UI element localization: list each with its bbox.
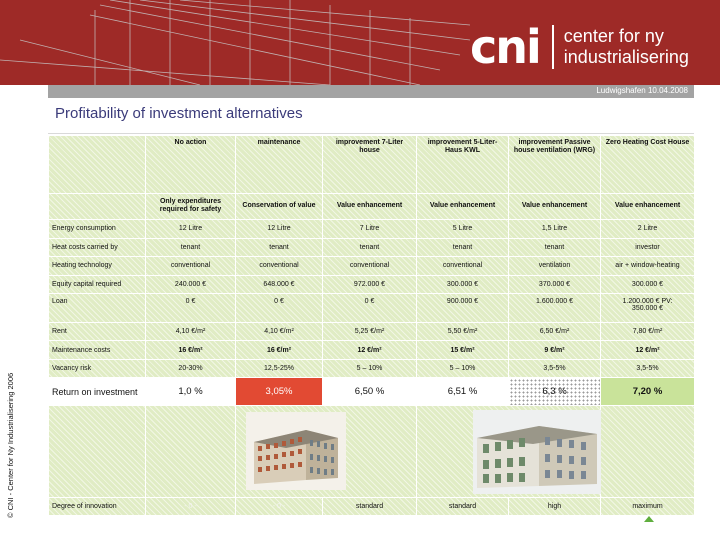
table-row	[49, 322, 695, 340]
table-cell: 972.000 €	[323, 275, 417, 293]
logo-wordmark: cni	[470, 20, 540, 74]
roi-cell-patterned: 6,3 %	[509, 378, 601, 406]
goal-cell: Value enhancement	[601, 193, 695, 220]
slide-title: Profitability of investment alternatives	[55, 105, 303, 122]
goal-row	[49, 193, 695, 220]
roi-cell: 1,0 %	[146, 378, 236, 406]
table-cell: 0 €	[323, 294, 417, 323]
table-cell: 2 Litre	[601, 220, 695, 238]
table-cell: 7,80 €/m²	[601, 322, 695, 340]
table-cell: 12 €/m²	[323, 341, 417, 359]
image-cell-right	[417, 406, 601, 498]
corner-cell	[49, 136, 146, 194]
goal-cell: Value enhancement	[417, 193, 509, 220]
table-row	[49, 294, 695, 323]
table-cell: 3,5-5%	[601, 359, 695, 377]
table-cell: 12 Litre	[146, 220, 236, 238]
table-cell: 12 Litre	[236, 220, 323, 238]
table-row	[49, 238, 695, 256]
table-cell: 5,25 €/m²	[323, 322, 417, 340]
logo-tagline	[564, 26, 689, 68]
table-cell: 300.000 €	[417, 275, 509, 293]
roi-cell: 6,51 %	[417, 378, 509, 406]
roi-cell: 6,50 %	[323, 378, 417, 406]
table-cell: standard	[323, 498, 417, 516]
table-cell: 0 €	[146, 294, 236, 323]
row-label: Degree of innovation	[49, 498, 146, 516]
apartment-building-icon	[473, 410, 601, 494]
goal-cell: Only expenditures required for safety	[146, 193, 236, 220]
table-cell: conventional	[323, 257, 417, 275]
row-label: Loan	[49, 294, 146, 323]
logo-tagline-line2: industrialisering	[563, 47, 689, 67]
col-header: improvement 7-Liter house	[323, 136, 417, 194]
table-cell: 1,5 Litre	[509, 220, 601, 238]
image-cell	[146, 406, 236, 498]
table-cell: 240.000 €	[146, 275, 236, 293]
goal-cell: Conservation of value	[236, 193, 323, 220]
table-row	[49, 341, 695, 359]
table-cell: 370.000 €	[509, 275, 601, 293]
title-divider	[48, 133, 694, 134]
table-cell: 900.000 €	[417, 294, 509, 323]
table-cell: - 0 -	[236, 498, 323, 516]
table-cell: 1.600.000 €	[509, 294, 601, 323]
table-row	[49, 275, 695, 293]
table-cell: 16 €/m²	[236, 341, 323, 359]
row-label: Maintenance costs	[49, 341, 146, 359]
table-cell: conventional	[146, 257, 236, 275]
date-bar	[48, 85, 694, 98]
table-cell: 648.000 €	[236, 275, 323, 293]
table-cell: 5 Litre	[417, 220, 509, 238]
table-cell: 0 €	[236, 294, 323, 323]
table-cell: 6,50 €/m²	[509, 322, 601, 340]
table-row	[49, 257, 695, 275]
col-header: maintenance	[236, 136, 323, 194]
header-row	[49, 136, 695, 194]
table-cell: 16 €/m²	[146, 341, 236, 359]
location-date: Ludwigshafen 10.04.2008	[596, 86, 688, 95]
logo-tagline-line1: center for ny	[563, 26, 664, 46]
image-row	[49, 406, 695, 498]
table-cell: investor	[601, 238, 695, 256]
table-cell: 7 Litre	[323, 220, 417, 238]
table-row	[49, 498, 695, 516]
table-cell: 1.200.000 € PV: 350.000 €	[601, 294, 695, 323]
row-label: Return on investment	[49, 378, 146, 406]
table-cell: 5,50 €/m²	[417, 322, 509, 340]
row-label: Heat costs carried by	[49, 238, 146, 256]
col-header: improvement 5-Liter-Haus KWL	[417, 136, 509, 194]
copyright-sidebar: © CNI - Center for Ny Industrialisering 2006	[6, 372, 15, 518]
table-cell: 12 €/m²	[601, 341, 695, 359]
goal-label-cell	[49, 193, 146, 220]
col-header: Zero Heating Cost House	[601, 136, 695, 194]
image-cell	[601, 406, 695, 498]
table-row	[49, 220, 695, 238]
roi-cell-highlight-green: 7,20 %	[601, 378, 695, 406]
table-cell: 9 €/m²	[509, 341, 601, 359]
row-label: Energy consumption	[49, 220, 146, 238]
table-cell: conventional	[236, 257, 323, 275]
table-cell: 3,5-5%	[509, 359, 601, 377]
row-label: Equity capital required	[49, 275, 146, 293]
triangle-up-icon	[644, 516, 654, 522]
row-label: Rent	[49, 322, 146, 340]
table-cell: 4,10 €/m²	[236, 322, 323, 340]
apartment-building-icon	[246, 412, 346, 490]
table-cell: tenant	[323, 238, 417, 256]
cni-logo	[470, 22, 689, 72]
table-cell: ventilation	[509, 257, 601, 275]
roi-cell-highlight-red: 3,05%	[236, 378, 323, 406]
table-cell: 300.000 €	[601, 275, 695, 293]
table-cell: 4,10 €/m²	[146, 322, 236, 340]
goal-cell: Value enhancement	[323, 193, 417, 220]
slide	[48, 85, 694, 522]
table-cell: 15 €/m²	[417, 341, 509, 359]
profitability-table	[48, 135, 695, 516]
row-label: Vacancy risk	[49, 359, 146, 377]
table-cell: standard	[417, 498, 509, 516]
table-cell: air + window-heating	[601, 257, 695, 275]
table-cell: high	[509, 498, 601, 516]
table-cell: - 0 -	[146, 498, 236, 516]
image-label-cell	[49, 406, 146, 498]
col-header: No action	[146, 136, 236, 194]
table-cell: 20-30%	[146, 359, 236, 377]
table-cell: tenant	[509, 238, 601, 256]
table-cell: conventional	[417, 257, 509, 275]
logo-divider	[552, 25, 554, 69]
row-label: Heating technology	[49, 257, 146, 275]
table-cell: 5 – 10%	[323, 359, 417, 377]
image-cell-left	[236, 406, 417, 498]
table-row	[49, 359, 695, 377]
col-header: improvement Passive house ventilation (WRG)	[509, 136, 601, 194]
table-cell: 5 – 10%	[417, 359, 509, 377]
roi-row	[49, 378, 695, 406]
table-cell: tenant	[146, 238, 236, 256]
table-cell: maximum	[601, 498, 695, 516]
table-cell: 12,5-25%	[236, 359, 323, 377]
table-cell: tenant	[417, 238, 509, 256]
header-banner	[0, 0, 720, 85]
table-cell: tenant	[236, 238, 323, 256]
goal-cell: Value enhancement	[509, 193, 601, 220]
